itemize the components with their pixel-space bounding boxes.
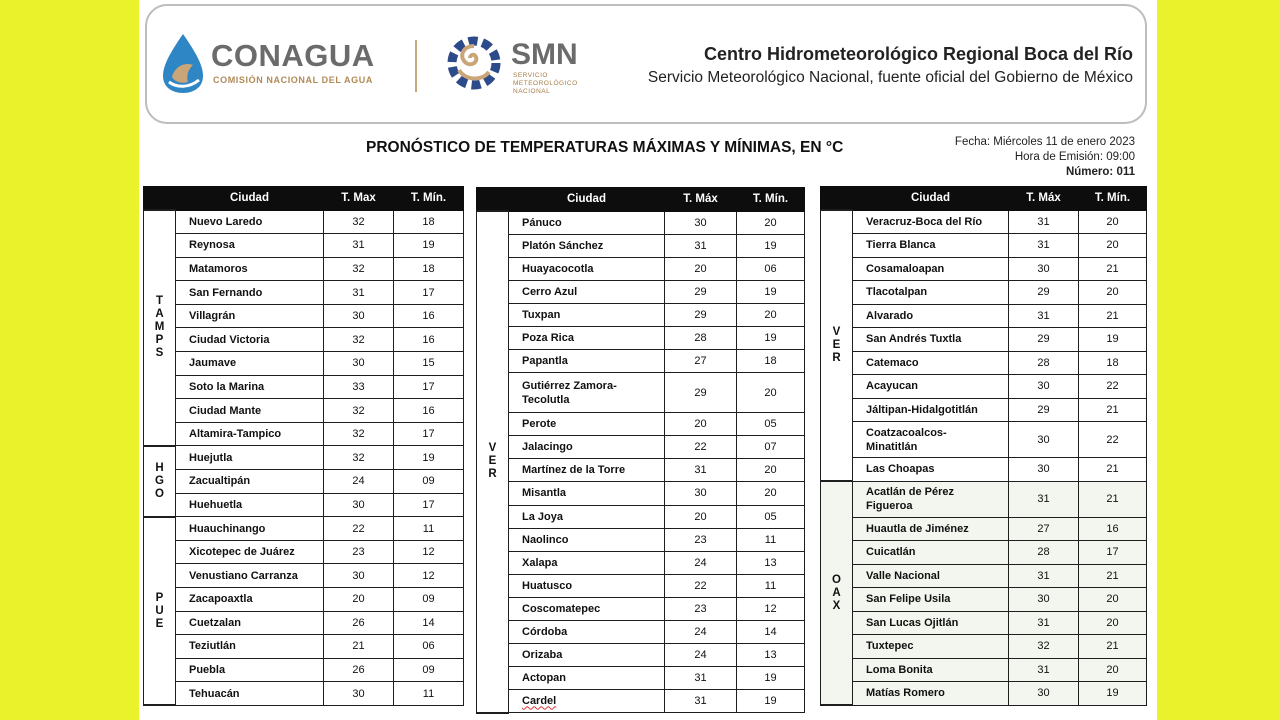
max-temp-cell: 20 (324, 588, 394, 612)
min-temp-cell: 20 (737, 211, 805, 234)
city-cell: Xicotepec de Juárez (176, 540, 324, 564)
max-temp-cell: 27 (665, 350, 737, 373)
city-cell: Ciudad Victoria (176, 328, 324, 352)
table-row (477, 482, 805, 505)
table-row (144, 234, 464, 258)
min-temp-cell: 15 (394, 352, 464, 376)
table-row (821, 281, 1147, 305)
table-row (477, 303, 805, 326)
min-temp-cell: 20 (1079, 611, 1147, 635)
table-row (821, 517, 1147, 541)
city-cell: San Lucas Ojitlán (853, 611, 1009, 635)
table-row (477, 644, 805, 667)
water-drop-icon (159, 32, 207, 94)
smn-subtitle (513, 72, 593, 96)
min-temp-cell: 05 (737, 413, 805, 436)
table-row (144, 611, 464, 635)
city-cell: Misantla (509, 482, 665, 505)
max-temp-cell: 26 (324, 611, 394, 635)
max-temp-cell: 30 (324, 352, 394, 376)
min-temp-cell: 17 (394, 493, 464, 517)
table-row (144, 540, 464, 564)
bulletin-page (139, 0, 1157, 720)
table-row (477, 551, 805, 574)
table-row (477, 350, 805, 373)
max-temp-cell: 22 (324, 517, 394, 541)
min-temp-cell: 09 (394, 658, 464, 682)
table-row (477, 211, 805, 234)
max-temp-cell: 30 (324, 564, 394, 588)
min-temp-cell: 09 (394, 588, 464, 612)
min-temp-cell: 20 (737, 482, 805, 505)
table-row (477, 326, 805, 349)
table-row (477, 436, 805, 459)
max-temp-cell: 29 (1009, 281, 1079, 305)
min-temp-cell: 09 (394, 470, 464, 494)
min-temp-cell: 12 (737, 597, 805, 620)
city-cell: Huatusco (509, 574, 665, 597)
table-row (821, 611, 1147, 635)
city-cell: Papantla (509, 350, 665, 373)
min-temp-cell: 20 (737, 303, 805, 326)
min-temp-cell: 19 (1079, 682, 1147, 706)
min-temp-cell: 06 (394, 635, 464, 659)
max-temp-cell: 29 (665, 280, 737, 303)
table-row (821, 234, 1147, 258)
max-temp-cell: 31 (1009, 564, 1079, 588)
max-temp-cell: 30 (324, 493, 394, 517)
city-cell: Huayacocotla (509, 257, 665, 280)
city-cell: Nuevo Laredo (176, 210, 324, 234)
city-cell: Jaumave (176, 352, 324, 376)
min-temp-cell: 18 (394, 210, 464, 234)
city-cell: Puebla (176, 658, 324, 682)
city-cell: Jalacingo (509, 436, 665, 459)
max-temp-cell: 32 (324, 328, 394, 352)
min-temp-cell: 19 (394, 446, 464, 470)
max-temp-cell: 29 (1009, 398, 1079, 422)
max-temp-cell: 30 (324, 682, 394, 706)
city-cell: Córdoba (509, 621, 665, 644)
city-cell: Teziutlán (176, 635, 324, 659)
city-cell: Gutiérrez Zamora- Tecolutla (509, 373, 665, 413)
min-temp-cell: 19 (737, 234, 805, 257)
city-cell: Pánuco (509, 211, 665, 234)
city-cell: Cosamaloapan (853, 257, 1009, 281)
min-temp-cell: 16 (394, 399, 464, 423)
max-temp-cell: 23 (665, 597, 737, 620)
state-header (821, 187, 853, 211)
table-row (144, 422, 464, 446)
table-row (144, 517, 464, 541)
table-row (144, 493, 464, 517)
forecast-table (143, 186, 464, 706)
max-temp-cell: 31 (665, 234, 737, 257)
max-temp-cell: 24 (665, 644, 737, 667)
min-temp-cell: 19 (737, 667, 805, 690)
city-cell: Alvarado (853, 304, 1009, 328)
city-cell: Villagrán (176, 304, 324, 328)
city-column-header: Ciudad (853, 187, 1009, 211)
table-row (477, 505, 805, 528)
table-row (821, 564, 1147, 588)
max-temp-cell: 31 (1009, 304, 1079, 328)
table-row (821, 541, 1147, 565)
city-cell: Tuxtepec (853, 635, 1009, 659)
table-row (821, 635, 1147, 659)
table-row (477, 667, 805, 690)
table-row (144, 304, 464, 328)
table-row (477, 574, 805, 597)
city-cell: Perote (509, 413, 665, 436)
smn-subtitle-line: SERVICIO (513, 72, 548, 79)
city-cell: Tehuacán (176, 682, 324, 706)
center-subtitle: Servicio Meteorológico Nacional, fuente oficial del Gobierno de México (647, 69, 1133, 86)
city-cell: Las Choapas (853, 458, 1009, 482)
min-temp-cell: 12 (394, 564, 464, 588)
logo-divider (415, 40, 417, 92)
max-temp-cell: 30 (1009, 422, 1079, 458)
city-cell: Poza Rica (509, 326, 665, 349)
city-cell: Matías Romero (853, 682, 1009, 706)
city-cell: Acatlán de Pérez Figueroa (853, 481, 1009, 517)
city-cell: Valle Nacional (853, 564, 1009, 588)
city-cell: Naolinco (509, 528, 665, 551)
min-temp-cell: 20 (1079, 588, 1147, 612)
min-temp-cell: 16 (394, 328, 464, 352)
max-temp-cell: 32 (324, 210, 394, 234)
city-cell: San Felipe Usila (853, 588, 1009, 612)
center-title: Centro Hidrometeorológico Regional Boca del Río (703, 44, 1133, 64)
min-column-header: T. Mín. (737, 188, 805, 212)
min-temp-cell: 21 (1079, 481, 1147, 517)
state-label: T A M P S (144, 210, 176, 446)
table-row (821, 257, 1147, 281)
max-temp-cell: 21 (324, 635, 394, 659)
max-temp-cell: 24 (665, 551, 737, 574)
table-row (144, 470, 464, 494)
min-temp-cell: 19 (394, 234, 464, 258)
city-cell: Zacualtipán (176, 470, 324, 494)
min-temp-cell: 20 (1079, 210, 1147, 234)
city-column-header: Ciudad (176, 187, 324, 211)
date-label: Fecha: Miércoles 11 de enero 2023 (954, 136, 1135, 148)
max-temp-cell: 29 (665, 303, 737, 326)
max-temp-cell: 28 (1009, 351, 1079, 375)
min-temp-cell: 18 (1079, 351, 1147, 375)
min-temp-cell: 21 (1079, 257, 1147, 281)
city-cell: Tierra Blanca (853, 234, 1009, 258)
conagua-subtitle: COMISIÓN NACIONAL DEL AGUA (213, 75, 373, 85)
max-temp-cell: 30 (665, 482, 737, 505)
table-row (477, 234, 805, 257)
city-cell: Orizaba (509, 644, 665, 667)
max-temp-cell: 31 (1009, 234, 1079, 258)
table-row (477, 373, 805, 413)
min-temp-cell: 20 (1079, 234, 1147, 258)
table-row (477, 280, 805, 303)
max-temp-cell: 31 (1009, 611, 1079, 635)
max-column-header: T. Máx (665, 188, 737, 212)
city-cell: Huehuetla (176, 493, 324, 517)
table-row (821, 398, 1147, 422)
city-cell: Huautla de Jiménez (853, 517, 1009, 541)
max-temp-cell: 32 (324, 422, 394, 446)
min-temp-cell: 13 (737, 551, 805, 574)
table-row (477, 597, 805, 620)
city-cell: Cardel (509, 690, 665, 713)
max-temp-cell: 30 (1009, 682, 1079, 706)
city-cell: Jáltipan-Hidalgotitlán (853, 398, 1009, 422)
min-temp-cell: 11 (394, 682, 464, 706)
max-temp-cell: 31 (1009, 658, 1079, 682)
city-cell: Matamoros (176, 257, 324, 281)
min-temp-cell: 19 (737, 690, 805, 713)
table-row (821, 304, 1147, 328)
max-temp-cell: 22 (665, 574, 737, 597)
min-temp-cell: 11 (394, 517, 464, 541)
city-cell: Soto la Marina (176, 375, 324, 399)
table-row (821, 210, 1147, 234)
min-temp-cell: 16 (394, 304, 464, 328)
city-cell: Huejutla (176, 446, 324, 470)
table-row (477, 621, 805, 644)
max-temp-cell: 20 (665, 257, 737, 280)
max-temp-cell: 33 (324, 375, 394, 399)
city-cell: Altamira-Tampico (176, 422, 324, 446)
table-row (821, 422, 1147, 458)
conagua-logo (159, 32, 399, 98)
table-row (821, 682, 1147, 706)
bulletin-meta (955, 135, 1135, 180)
city-cell: San Fernando (176, 281, 324, 305)
min-temp-cell: 11 (737, 528, 805, 551)
forecast-table (820, 186, 1147, 706)
table-row (144, 564, 464, 588)
max-temp-cell: 20 (665, 505, 737, 528)
city-cell: Ciudad Mante (176, 399, 324, 423)
state-header (144, 187, 176, 211)
min-temp-cell: 05 (737, 505, 805, 528)
max-temp-cell: 29 (665, 373, 737, 413)
state-label: V E R (821, 210, 853, 481)
table-row (821, 658, 1147, 682)
table-row (821, 328, 1147, 352)
min-temp-cell: 17 (394, 422, 464, 446)
table-row (477, 528, 805, 551)
min-temp-cell: 21 (1079, 304, 1147, 328)
city-cell: Coscomatepec (509, 597, 665, 620)
min-temp-cell: 21 (1079, 398, 1147, 422)
table-row (144, 399, 464, 423)
table-row (821, 588, 1147, 612)
smn-wordmark: SMN (511, 38, 578, 71)
city-column-header: Ciudad (509, 188, 665, 212)
max-temp-cell: 30 (1009, 375, 1079, 399)
table-row (477, 413, 805, 436)
max-temp-cell: 31 (665, 690, 737, 713)
min-temp-cell: 18 (394, 257, 464, 281)
max-temp-cell: 32 (324, 446, 394, 470)
max-temp-cell: 22 (665, 436, 737, 459)
city-cell: Cuicatlán (853, 541, 1009, 565)
min-temp-cell: 19 (737, 326, 805, 349)
city-cell: Martínez de la Torre (509, 459, 665, 482)
max-temp-cell: 31 (665, 667, 737, 690)
table-row (144, 328, 464, 352)
city-cell: Catemaco (853, 351, 1009, 375)
state-label: H G O (144, 446, 176, 517)
city-cell: Cerro Azul (509, 280, 665, 303)
conagua-wordmark: CONAGUA (211, 38, 375, 73)
issue-time-label: Hora de Emisión: 09:00 (1014, 151, 1135, 163)
table-row (144, 588, 464, 612)
min-temp-cell: 17 (1079, 541, 1147, 565)
min-temp-cell: 17 (394, 375, 464, 399)
min-temp-cell: 21 (1079, 564, 1147, 588)
table-row (821, 458, 1147, 482)
city-cell: Tuxpan (509, 303, 665, 326)
city-cell: Cuetzalan (176, 611, 324, 635)
max-temp-cell: 31 (665, 459, 737, 482)
min-temp-cell: 13 (737, 644, 805, 667)
max-temp-cell: 24 (324, 470, 394, 494)
min-temp-cell: 06 (737, 257, 805, 280)
city-cell: Xalapa (509, 551, 665, 574)
max-temp-cell: 32 (324, 257, 394, 281)
state-label: P U E (144, 517, 176, 706)
max-temp-cell: 31 (324, 234, 394, 258)
state-label: V E R (477, 211, 509, 713)
city-cell: Coatzacoalcos- Minatitlán (853, 422, 1009, 458)
min-temp-cell: 20 (1079, 658, 1147, 682)
city-cell: Veracruz-Boca del Río (853, 210, 1009, 234)
min-temp-cell: 19 (1079, 328, 1147, 352)
max-temp-cell: 28 (665, 326, 737, 349)
min-temp-cell: 20 (1079, 281, 1147, 305)
table-row (821, 481, 1147, 517)
forecast-title: PRONÓSTICO DE TEMPERATURAS MÁXIMAS Y MÍNIMAS, EN °C (366, 139, 844, 156)
max-temp-cell: 28 (1009, 541, 1079, 565)
forecast-table (476, 187, 805, 714)
max-temp-cell: 30 (324, 304, 394, 328)
min-temp-cell: 17 (394, 281, 464, 305)
header-banner (145, 4, 1147, 124)
smn-subtitle-line: NACIONAL (513, 88, 551, 95)
table-row (144, 635, 464, 659)
max-temp-cell: 24 (665, 621, 737, 644)
bulletin-number: Número: 011 (1065, 166, 1135, 178)
city-cell: Tlacotalpan (853, 281, 1009, 305)
max-temp-cell: 26 (324, 658, 394, 682)
state-header (477, 188, 509, 212)
table-row (144, 375, 464, 399)
max-temp-cell: 31 (1009, 210, 1079, 234)
min-temp-cell: 16 (1079, 517, 1147, 541)
city-cell: Venustiano Carranza (176, 564, 324, 588)
max-temp-cell: 32 (1009, 635, 1079, 659)
smn-logo (443, 32, 603, 102)
table-row (477, 690, 805, 713)
min-temp-cell: 07 (737, 436, 805, 459)
min-temp-cell: 20 (737, 373, 805, 413)
state-label: O A X (821, 481, 853, 705)
max-temp-cell: 23 (324, 540, 394, 564)
smn-gear-icon (443, 32, 505, 94)
table-row (144, 257, 464, 281)
city-cell: Platón Sánchez (509, 234, 665, 257)
min-temp-cell: 18 (737, 350, 805, 373)
min-temp-cell: 20 (737, 459, 805, 482)
city-cell: San Andrés Tuxtla (853, 328, 1009, 352)
max-temp-cell: 30 (1009, 257, 1079, 281)
city-cell: Zacapoaxtla (176, 588, 324, 612)
table-row (821, 351, 1147, 375)
table-row (144, 682, 464, 706)
min-temp-cell: 12 (394, 540, 464, 564)
min-temp-cell: 21 (1079, 635, 1147, 659)
max-temp-cell: 20 (665, 413, 737, 436)
max-column-header: T. Max (324, 187, 394, 211)
max-column-header: T. Máx (1009, 187, 1079, 211)
max-temp-cell: 27 (1009, 517, 1079, 541)
table-row (144, 658, 464, 682)
max-temp-cell: 30 (1009, 588, 1079, 612)
max-temp-cell: 29 (1009, 328, 1079, 352)
min-temp-cell: 22 (1079, 422, 1147, 458)
min-temp-cell: 14 (737, 621, 805, 644)
table-row (477, 459, 805, 482)
min-temp-cell: 21 (1079, 458, 1147, 482)
city-cell: Reynosa (176, 234, 324, 258)
city-cell: Loma Bonita (853, 658, 1009, 682)
table-row (144, 210, 464, 234)
table-row (144, 446, 464, 470)
table-row (144, 281, 464, 305)
max-temp-cell: 32 (324, 399, 394, 423)
max-temp-cell: 23 (665, 528, 737, 551)
max-temp-cell: 30 (1009, 458, 1079, 482)
city-cell: Huauchinango (176, 517, 324, 541)
min-temp-cell: 11 (737, 574, 805, 597)
min-temp-cell: 14 (394, 611, 464, 635)
max-temp-cell: 31 (324, 281, 394, 305)
city-cell: La Joya (509, 505, 665, 528)
table-row (144, 352, 464, 376)
max-temp-cell: 31 (1009, 481, 1079, 517)
max-temp-cell: 30 (665, 211, 737, 234)
city-cell: Actopan (509, 667, 665, 690)
table-row (821, 375, 1147, 399)
min-temp-cell: 19 (737, 280, 805, 303)
min-column-header: T. Mín. (394, 187, 464, 211)
table-row (477, 257, 805, 280)
smn-subtitle-line: METEOROLÓGICO (513, 80, 578, 87)
min-column-header: T. Mín. (1079, 187, 1147, 211)
city-cell: Acayucan (853, 375, 1009, 399)
min-temp-cell: 22 (1079, 375, 1147, 399)
